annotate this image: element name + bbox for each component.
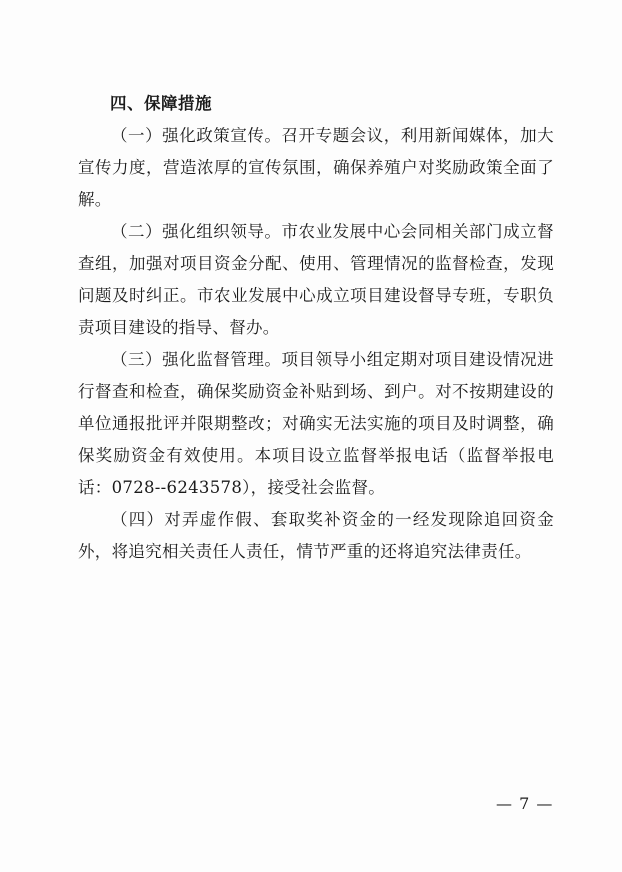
paragraph-accountability: （四）对弄虚作假、套取奖补资金的一经发现除追回资金外，将追究相关责任人责任，情节严重的还将追究法律责任。 [78, 510, 554, 561]
section-heading: 四、保障措施 [110, 94, 212, 113]
body-text [78, 120, 554, 568]
paragraph-supervision-management: （三）强化监督管理。项目领导小组定期对项目建设情况进行督查和检查，确保奖励资金补贴到场、到户。对不按期建设的单位通报批评并限期整改；对确实无法实施的项目及时调整，确保奖励资金有效使用。本项目设立监督举报电话（监督举报电话：0728--6243578），接受社会监督。 [78, 350, 554, 497]
page-number: — 7 — [496, 794, 554, 813]
paragraph-policy-publicity: （一）强化政策宣传。召开专题会议，利用新闻媒体，加大宣传力度，营造浓厚的宣传氛围，确保养殖户对奖励政策全面了解。 [78, 126, 554, 209]
paragraph-organization-leadership: （二）强化组织领导。市农业发展中心会同相关部门成立督查组，加强对项目资金分配、使用、管理情况的监督检查，发现问题及时纠正。市农业发展中心成立项目建设督导专班，专职负责项目建设的指导、督办。 [78, 222, 554, 337]
